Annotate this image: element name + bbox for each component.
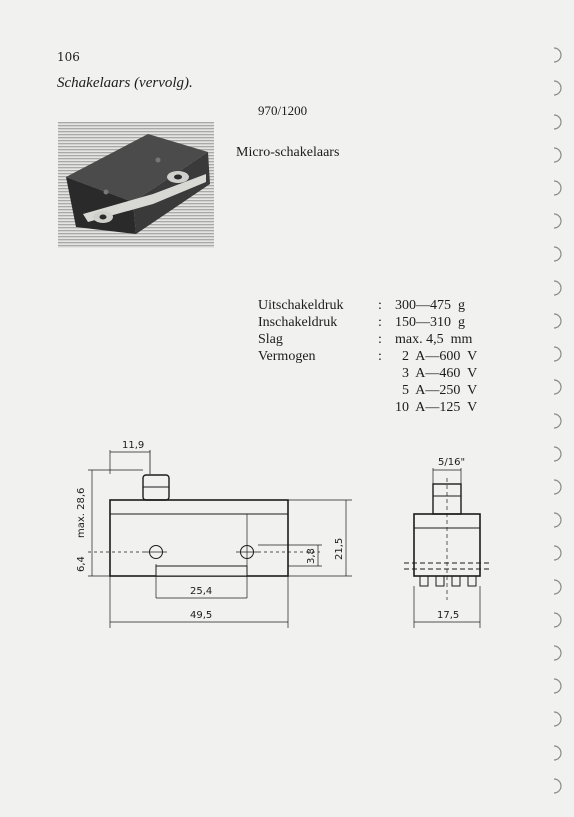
product-photo (58, 122, 214, 248)
dim-mount-height: 6,4 (76, 556, 87, 572)
spec-table (258, 297, 477, 416)
spec-row (258, 297, 477, 314)
spec-colon (378, 382, 395, 399)
spec-colon: : (378, 332, 382, 347)
spec-label (258, 365, 378, 382)
section-title: Schakelaars (vervolg). (57, 75, 193, 91)
side-dimensions (88, 450, 352, 628)
spec-value: max. 4,5 mm (395, 332, 473, 347)
product-name: Micro-schakelaars (236, 145, 340, 160)
spec-label: Inschakeldruk (258, 315, 338, 330)
spec-colon: : (378, 315, 382, 330)
end-dimensions (414, 468, 480, 628)
spec-colon (378, 399, 395, 416)
spec-row (258, 382, 477, 399)
spec-row (258, 348, 477, 365)
spec-value: 150—310 g (395, 315, 465, 330)
model-number: 970/1200 (258, 103, 308, 118)
spec-label: Vermogen (258, 349, 316, 364)
dim-length: 49,5 (190, 610, 213, 621)
spec-value: 10 A—125 V (395, 400, 478, 415)
spec-label: Slag (258, 332, 283, 347)
dim-hole-spacing: 25,4 (190, 586, 213, 597)
spec-colon: : (378, 349, 382, 364)
dim-plunger-size: 5/16" (438, 457, 466, 468)
spec-label (258, 382, 378, 399)
dim-max-height: max. 28,6 (76, 487, 87, 538)
spec-label (258, 399, 378, 416)
dim-width: 17,5 (437, 610, 460, 621)
spec-colon (378, 365, 395, 382)
spec-row (258, 314, 477, 331)
end-view (404, 478, 490, 600)
spec-value: 2 A—600 V (395, 349, 478, 364)
dim-body-height: 21,5 (334, 537, 345, 560)
side-view (88, 450, 320, 598)
binder-holes (540, 0, 564, 817)
spec-colon: : (378, 298, 382, 313)
spec-value: 3 A—460 V (395, 366, 478, 381)
page-number: 106 (57, 50, 80, 64)
dim-hole-height: 3,8 (306, 548, 317, 564)
spec-label: Uitschakeldruk (258, 298, 344, 313)
spec-value: 5 A—250 V (395, 383, 478, 398)
dim-plunger-offset: 11,9 (122, 440, 145, 451)
spec-row (258, 365, 477, 382)
spec-value: 300—475 g (395, 298, 465, 313)
spec-row (258, 331, 477, 348)
spec-row (258, 399, 477, 416)
